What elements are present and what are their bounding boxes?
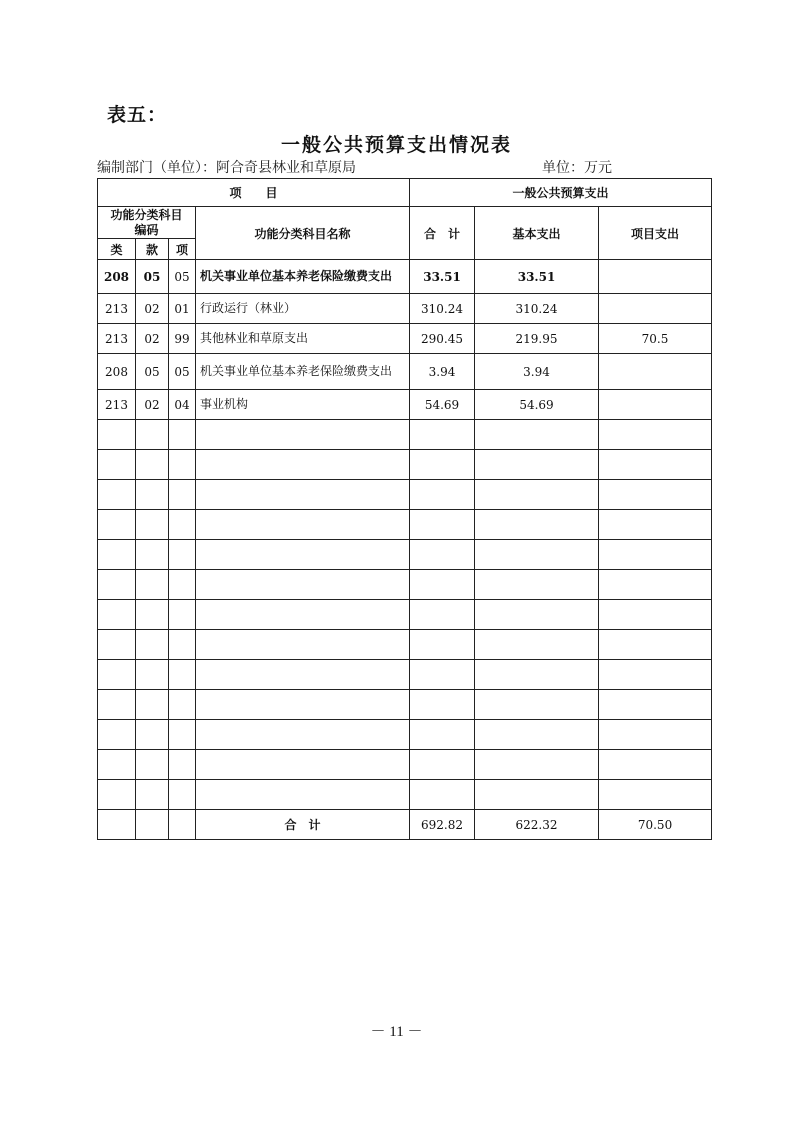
cell-xiang: 01 bbox=[169, 294, 196, 324]
total-row bbox=[98, 810, 712, 840]
empty-row bbox=[98, 540, 712, 570]
cell-total: 310.24 bbox=[410, 294, 475, 324]
cell-total: 54.69 bbox=[410, 390, 475, 420]
cell-lei: 213 bbox=[98, 324, 136, 354]
cell-xiang: 05 bbox=[169, 354, 196, 390]
header-project: 项 目 bbox=[98, 179, 410, 207]
cell-kuan: 05 bbox=[136, 260, 169, 294]
cell-name: 机关事业单位基本养老保险缴费支出 bbox=[196, 354, 410, 390]
table-row bbox=[98, 324, 712, 354]
table-label: 表五： bbox=[107, 104, 168, 126]
cell-basic: 33.51 bbox=[475, 260, 599, 294]
table-row bbox=[98, 354, 712, 390]
empty-row bbox=[98, 750, 712, 780]
total-cell-blank bbox=[136, 810, 169, 840]
cell-project bbox=[599, 354, 712, 390]
cell-lei: 213 bbox=[98, 390, 136, 420]
cell-project bbox=[599, 260, 712, 294]
cell-lei: 208 bbox=[98, 260, 136, 294]
page-title: 一般公共预算支出情况表 bbox=[280, 134, 512, 156]
cell-basic: 310.24 bbox=[475, 294, 599, 324]
empty-row bbox=[98, 630, 712, 660]
total-project: 70.50 bbox=[599, 810, 712, 840]
cell-kuan: 02 bbox=[136, 390, 169, 420]
header-general-budget: 一般公共预算支出 bbox=[410, 179, 712, 207]
empty-row bbox=[98, 450, 712, 480]
cell-kuan: 02 bbox=[136, 324, 169, 354]
empty-row bbox=[98, 480, 712, 510]
total-label: 合 计 bbox=[196, 810, 410, 840]
cell-basic: 219.95 bbox=[475, 324, 599, 354]
header-project-col: 项目支出 bbox=[599, 207, 712, 260]
table-row bbox=[98, 260, 712, 294]
cell-kuan: 05 bbox=[136, 354, 169, 390]
cell-lei: 213 bbox=[98, 294, 136, 324]
total-basic: 622.32 bbox=[475, 810, 599, 840]
header-kuan: 款 bbox=[136, 239, 169, 260]
cell-total: 3.94 bbox=[410, 354, 475, 390]
budget-table bbox=[97, 178, 712, 840]
page-number: － 11 － bbox=[370, 1024, 423, 1040]
empty-row bbox=[98, 660, 712, 690]
cell-total: 290.45 bbox=[410, 324, 475, 354]
cell-basic: 3.94 bbox=[475, 354, 599, 390]
cell-name: 其他林业和草原支出 bbox=[196, 324, 410, 354]
header-basic-col: 基本支出 bbox=[475, 207, 599, 260]
empty-row bbox=[98, 690, 712, 720]
cell-lei: 208 bbox=[98, 354, 136, 390]
total-cell-blank bbox=[98, 810, 136, 840]
header-xiang: 项 bbox=[169, 239, 196, 260]
empty-row bbox=[98, 510, 712, 540]
cell-xiang: 04 bbox=[169, 390, 196, 420]
unit-line: 单位：万元 bbox=[542, 160, 612, 176]
empty-row bbox=[98, 570, 712, 600]
total-cell-blank bbox=[169, 810, 196, 840]
empty-row bbox=[98, 780, 712, 810]
cell-project bbox=[599, 390, 712, 420]
cell-name: 事业机构 bbox=[196, 390, 410, 420]
department-line: 编制部门（单位）：阿合奇县林业和草原局 bbox=[97, 160, 356, 176]
cell-project bbox=[599, 294, 712, 324]
empty-row bbox=[98, 720, 712, 750]
empty-row bbox=[98, 420, 712, 450]
header-lei: 类 bbox=[98, 239, 136, 260]
cell-basic: 54.69 bbox=[475, 390, 599, 420]
cell-kuan: 02 bbox=[136, 294, 169, 324]
header-total-col: 合 计 bbox=[410, 207, 475, 260]
cell-project: 70.5 bbox=[599, 324, 712, 354]
header-name-col: 功能分类科目名称 bbox=[196, 207, 410, 260]
cell-xiang: 99 bbox=[169, 324, 196, 354]
cell-total: 33.51 bbox=[410, 260, 475, 294]
empty-row bbox=[98, 600, 712, 630]
table-row bbox=[98, 390, 712, 420]
total-sum: 692.82 bbox=[410, 810, 475, 840]
cell-name: 机关事业单位基本养老保险缴费支出 bbox=[196, 260, 410, 294]
table-row bbox=[98, 294, 712, 324]
cell-name: 行政运行（林业） bbox=[196, 294, 410, 324]
header-code-group: 功能分类科目编码 bbox=[98, 207, 196, 239]
cell-xiang: 05 bbox=[169, 260, 196, 294]
